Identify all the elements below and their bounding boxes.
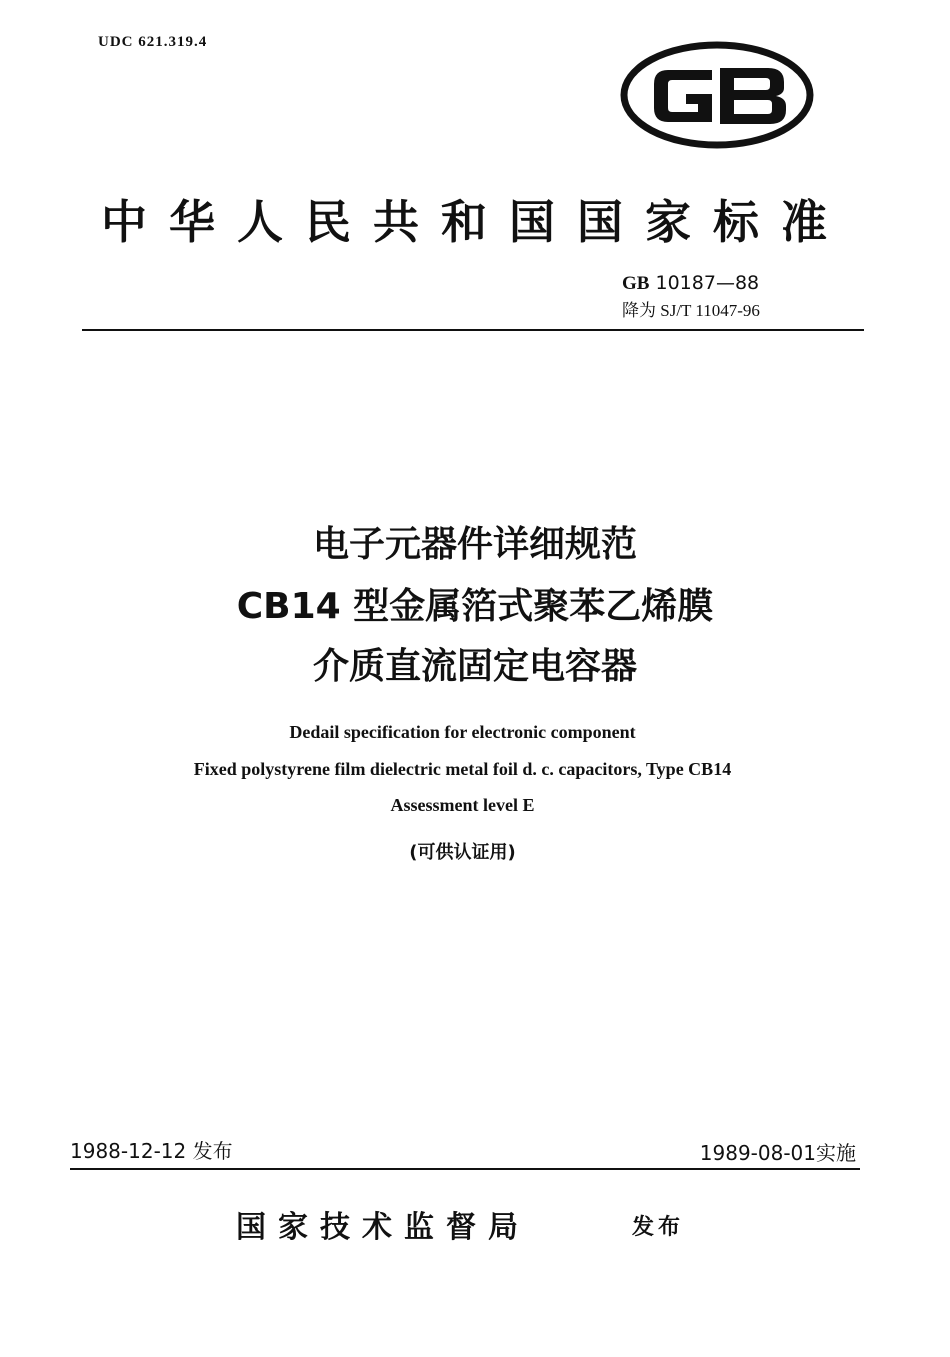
chinese-title-line-3: 介质直流固定电容器	[312, 646, 637, 687]
footer-divider	[70, 1168, 860, 1170]
english-title-line-1: Dedail specification for electronic component	[289, 722, 636, 742]
publisher-suffix: 发布	[632, 1215, 685, 1240]
chinese-title-line-1: 电子元器件详细规范	[312, 524, 637, 565]
udc-code: UDC 621.319.4	[98, 34, 208, 50]
replaced-by-note: 降为 SJ/T 11047-96	[622, 301, 760, 320]
header-divider	[82, 329, 864, 331]
chinese-title-line-2: CB14 型金属箔式聚苯乙烯膜	[236, 586, 714, 627]
english-title-line-3: Assessment level E	[390, 795, 535, 815]
gb-logo	[620, 40, 815, 150]
publisher: 国家技术监督局	[236, 1210, 530, 1245]
english-title-line-2: Fixed polystyrene film dielectric metal foil d. c. capacitors, Type CB14	[193, 759, 732, 779]
issue-date: 1988-12-12 发布	[70, 1139, 233, 1163]
standard-number	[622, 272, 759, 295]
national-standard-title: 中华人民共和国国家标准	[101, 195, 849, 249]
standard-number-prefix: GB	[622, 273, 650, 294]
standard-number-value: 10187—88	[655, 272, 760, 294]
certification-note: (可供认证用)	[409, 842, 516, 863]
implementation-date: 1989-08-01实施	[699, 1141, 856, 1165]
